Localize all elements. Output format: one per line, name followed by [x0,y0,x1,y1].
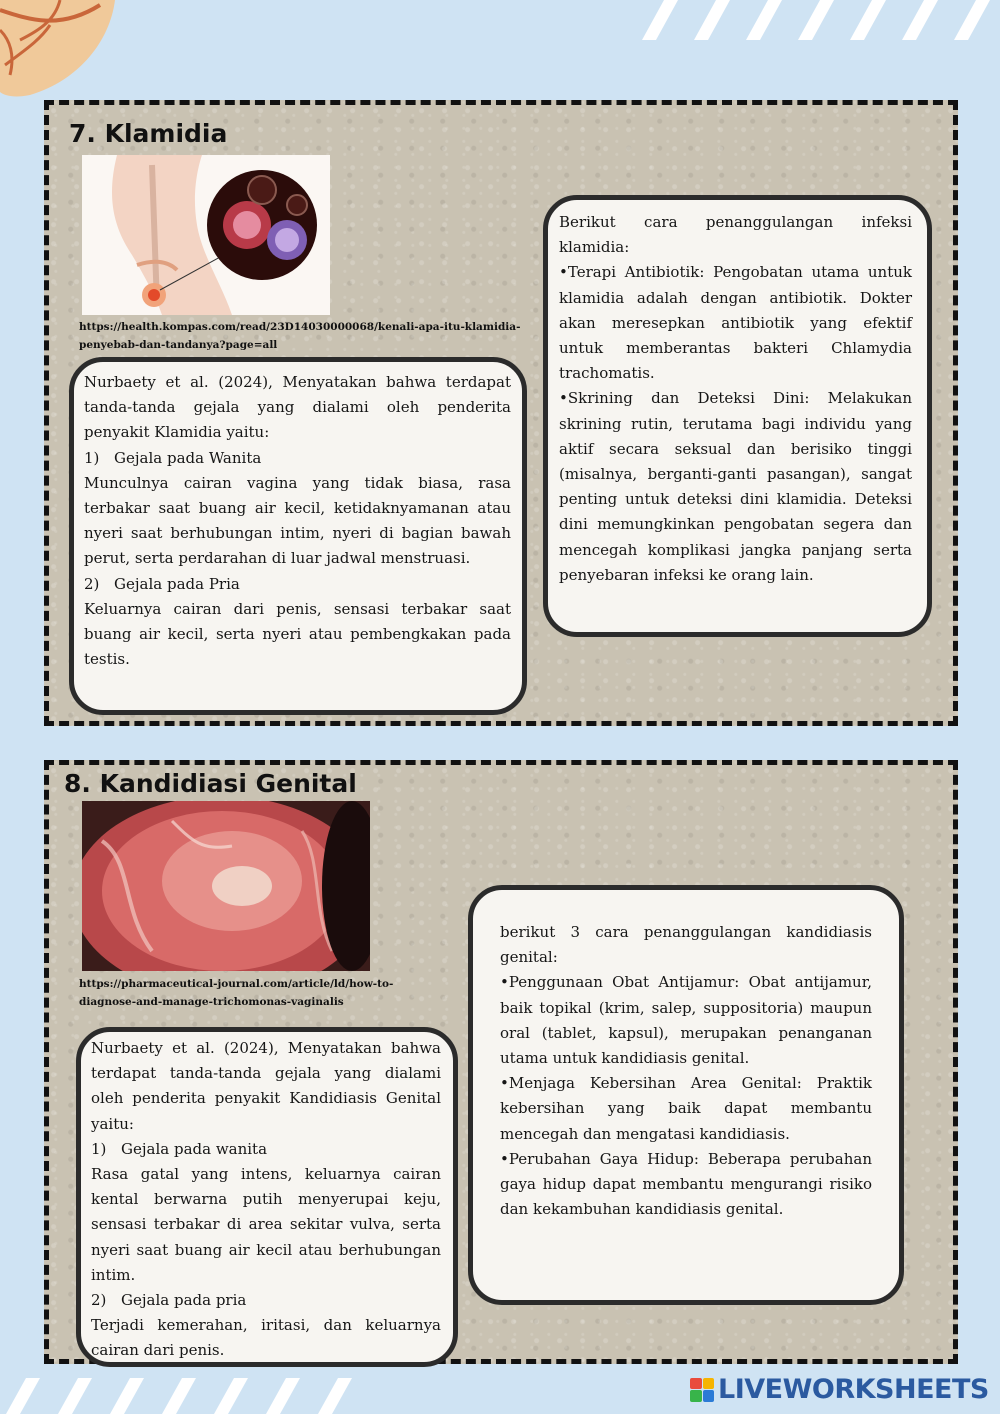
treatment-item: •Skrining dan Deteksi Dini: Melakukan skrining rutin, terutama bagi individu yang aktif secara seksual dan berisiko tinggi (misalnya, berganti-ganti pasangan), sangat penting untuk deteksi dini klamidia. Deteksi dini memungkinkan pengobatan segera dan mencegah komplikasi jangka panjang serta penyebaran infeksi ke orang lain. [559,389,912,584]
treatment-item: •Penggunaan Obat Antijamur: Obat antijamur, baik topikal (krim, salep, suppositoria) maupun oral (tablet, kapsul), merupakan penanganan utama untuk kandidiasis genital. [500,973,872,1068]
stripes-decoration-bottom [0,1378,380,1414]
image-source-caption: https://pharmaceutical-journal.com/article/ld/how-to-diagnose-and-manage-trichomonas-vaginalis [79,978,394,1008]
item-title: Gejala pada Wanita [114,448,262,467]
liveworksheets-logo-icon [690,1378,714,1402]
section-title: 7. Klamidia [69,119,228,148]
treatment-text [500,920,872,1222]
kandidiasis-photo [82,801,370,971]
liveworksheets-logo[interactable] [690,1374,989,1405]
item-description: Munculnya cairan vagina yang tidak biasa, rasa terbakar saat buang air kecil, ketidaknyamanan atau nyeri saat berhubungan intim, nyeri di bagian bawah perut, serta perdarahan di luar jadwal menstruasi. [84,473,511,568]
section-kandidiasis [44,760,958,1364]
item-description: Terjadi kemerahan, iritasi, dan keluarnya cairan dari penis. [91,1316,441,1360]
item-number: 1) [91,1139,107,1158]
symptoms-intro: Nurbaety et al. (2024), Menyatakan bahwa terdapat tanda-tanda gejala yang dialami oleh penderita penyakit Klamidia yaitu: [84,373,511,442]
treatment-text [559,210,912,588]
section-title: 8. Kandidiasi Genital [64,769,357,798]
stripes-decoration-top [620,0,1000,40]
treatment-intro: Berikut cara penanggulangan infeksi klamidia: [559,213,912,257]
treatment-item: •Menjaga Kebersihan Area Genital: Praktik kebersihan yang baik dapat membantu mencegah dan mengatasi kandidiasis. [500,1074,872,1143]
symptom-item-men [84,572,511,597]
symptoms-text [84,370,511,672]
image-source-caption: https://health.kompas.com/read/23D14030000068/kenali-apa-itu-klamidia-penyebab-dan-tandanya?page=all [79,321,521,351]
item-number: 2) [91,1291,107,1310]
symptoms-text [91,1036,441,1364]
brand-text: LIVEWORKSHEETS [718,1374,989,1405]
item-title: Gejala pada pria [121,1291,247,1310]
section-klamidia [44,100,958,726]
klamidia-illustration [82,155,330,315]
item-number: 1) [84,448,100,467]
symptom-item-women [84,446,511,471]
item-number: 2) [84,574,100,593]
treatment-item: •Terapi Antibiotik: Pengobatan utama untuk klamidia adalah dengan antibiotik. Dokter akan meresepkan antibiotik yang efektif untuk memberantas bakteri Chlamydia trachomatis. [559,263,912,383]
leaf-decoration [0,0,140,100]
treatment-intro: berikut 3 cara penanggulangan kandidiasis genital: [500,923,872,967]
item-description: Rasa gatal yang intens, keluarnya cairan kental berwarna putih menyerupai keju, sensasi terbakar di area sekitar vulva, serta nyeri saat buang air kecil atau berhubungan intim. [91,1165,441,1284]
symptom-item-women [91,1137,441,1162]
symptom-item-men [91,1288,441,1313]
item-title: Gejala pada wanita [121,1139,268,1158]
treatment-item: •Perubahan Gaya Hidup: Beberapa perubahan gaya hidup dapat membantu mengurangi risiko dan kekambuhan kandidiasis genital. [500,1149,872,1219]
symptoms-intro: Nurbaety et al. (2024), Menyatakan bahwa terdapat tanda-tanda gejala yang dialami oleh penderita penyakit Kandidiasis Genital yaitu: [91,1039,441,1133]
item-description: Keluarnya cairan dari penis, sensasi terbakar saat buang air kecil, serta nyeri atau pembengkakan pada testis. [84,599,511,669]
item-title: Gejala pada Pria [114,574,240,593]
